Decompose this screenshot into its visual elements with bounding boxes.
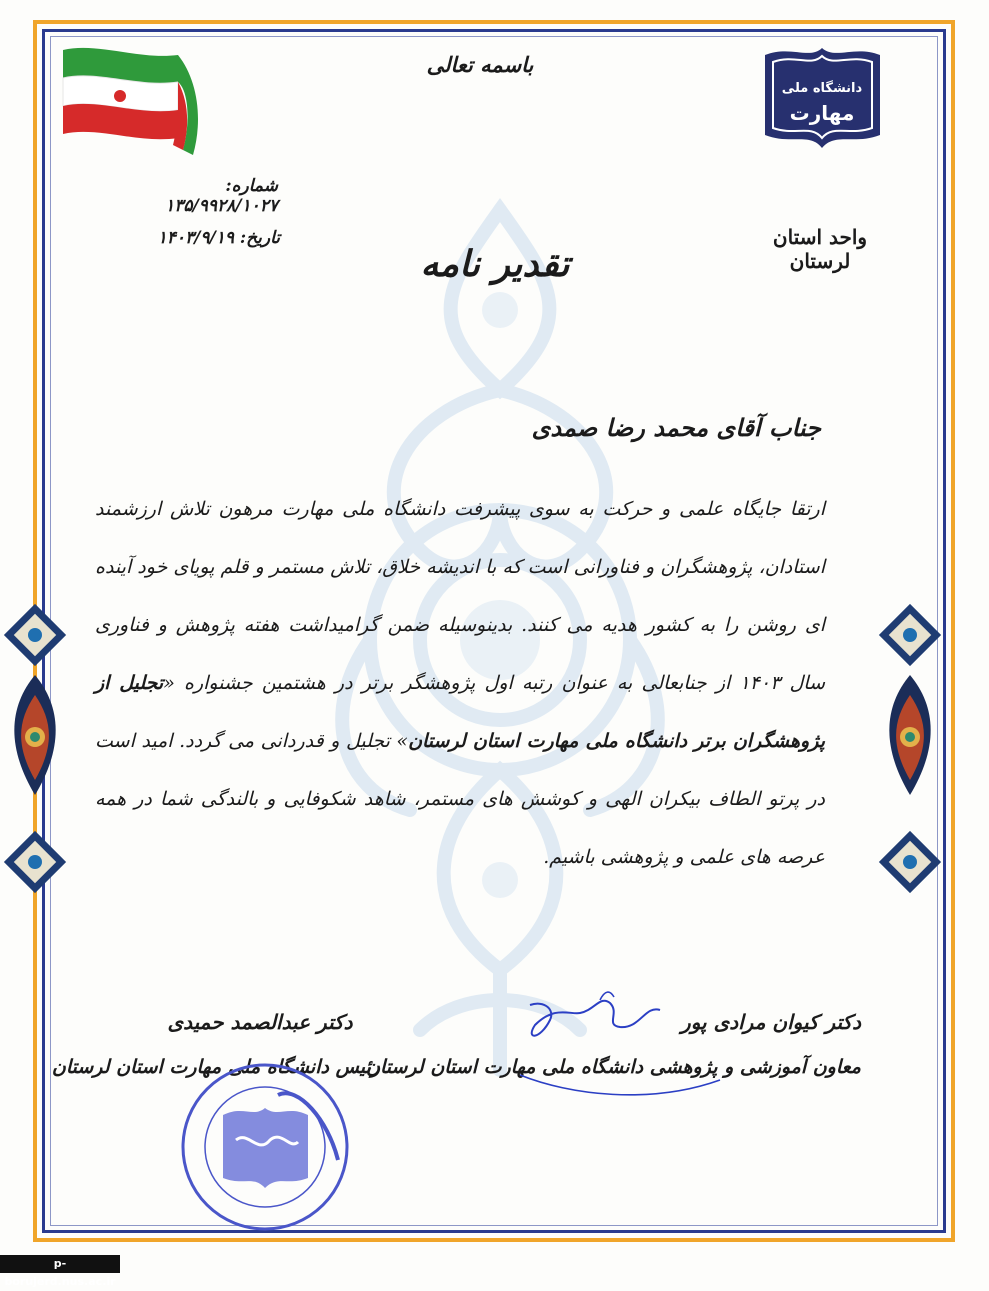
letter-number: شماره: ۱۳۵/۹۹۲۸/۱۰۲۷ [165,176,278,216]
president-role: رئیس دانشگاه ملی مهارت استان لرستان [51,1056,380,1078]
basmala-heading: باسمه تعالی [426,52,534,77]
logo-line2: مهارت [789,101,855,125]
body-part-1: ارتقا جایگاه علمی و حرکت به سوی پیشرفت دانشگاه ملی مهارت مرهون تلاش ارزشمند استادان، پژوهشگران و فناورانی است که با اندیشه خلاق، تلاش مستمر و قلم پویای خود آینده ای روشن را به کشور هدیه می کنند. بدینوسیله ضمن گرامیداشت هفته پژوهش و فناوری سال ۱۴۰۳ از جنابعالی به عنوان رتبه اول پژوهشگر برتر در هشتمین جشنواره « [95,498,825,694]
vice-chancellor-role: معاون آموزشی و پژوهشی دانشگاه ملی مهارت استان لرستان [366,1056,861,1078]
iran-flag-icon [58,40,208,170]
right-tile-ornament [875,595,945,955]
certificate-title: تقدیر نامه [420,243,570,285]
body-part-2: » تجلیل و قدردانی می گردد. امید است در پرتو الطاف بیکران الهی و کوشش های مستمر، شاهد شکوفایی و بالندگی شما در همه عرصه های علمی و پژوهشی باشیم. [95,730,825,868]
logo-line1: دانشگاه ملی [781,81,863,96]
letter-date: تاریخ: ۱۴۰۳/۹/۱۹ [157,228,280,248]
footer-url[interactable]: p-borujerd.nus.ac.ir [0,1255,120,1273]
vice-chancellor-name: دکتر کیوان مرادی پور [681,1010,861,1034]
handwritten-signature [510,985,730,1115]
certificate-body [95,480,825,886]
left-tile-ornament [0,595,70,955]
recipient-salutation: جناب آقای محمد رضا صمدی [531,413,821,442]
logo-caption: واحد استان لرستان [772,225,868,273]
official-stamp [178,1060,353,1235]
festival-name: تجلیل از پژوهشگران برتر دانشگاه ملی مهارت استان لرستان [95,672,825,752]
president-name: دکتر عبدالصمد حمیدی [167,1010,353,1034]
university-emblem-icon [755,40,890,155]
